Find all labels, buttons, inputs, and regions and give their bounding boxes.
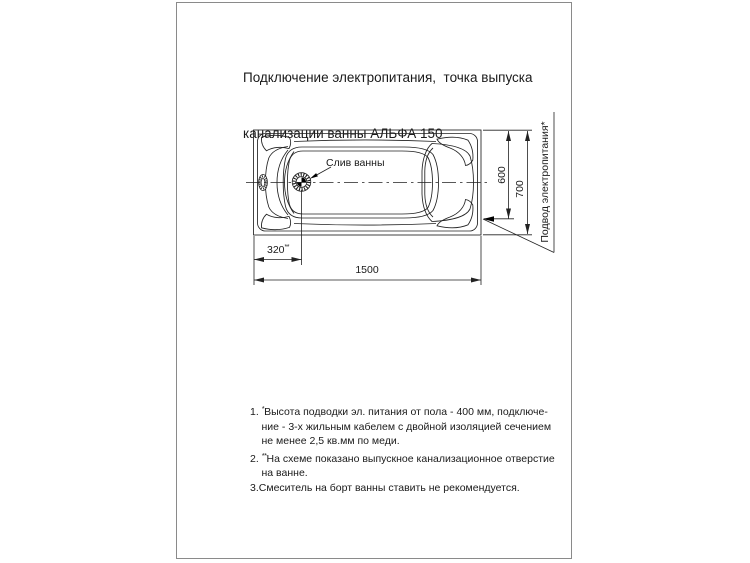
pad-bottom-left xyxy=(261,214,290,229)
notes-block xyxy=(250,402,555,496)
pad-top-left xyxy=(261,135,290,150)
note-1: 1. *Высота подводки эл. питания от пола - 400 мм, подключе- xyxy=(250,404,548,418)
note-1-cont: ние - 3-х жильным кабелем с двойной изоляцией сечением xyxy=(261,420,552,433)
note-2-cont: на ванне. xyxy=(261,467,308,480)
pad-bottom-right xyxy=(437,200,473,228)
dim-600-label: 600 xyxy=(496,166,508,184)
power-supply-label: Подвод электропитания* xyxy=(539,121,551,243)
note-1-marker: * xyxy=(261,404,265,413)
note-3-num: 3. xyxy=(250,481,259,494)
pad-top-right xyxy=(437,137,473,165)
note-1-cont: не менее 2,5 кв.мм по меди. xyxy=(261,435,400,448)
title-line-2: канализации ванны АЛЬФА 150 xyxy=(243,125,443,141)
dim-700-label: 700 xyxy=(514,180,526,198)
dim-320-marker: ** xyxy=(284,244,289,251)
dimension-lines xyxy=(254,130,532,285)
note-2-num: 2. xyxy=(250,452,262,465)
drain-symbol xyxy=(292,173,311,192)
title-line-1: Подключение электропитания, точка выпуска xyxy=(243,70,533,85)
note-1-num: 1. xyxy=(250,406,262,418)
drain-label: Слив ванны xyxy=(326,157,385,169)
note-2-marker: ** xyxy=(261,450,267,460)
note-2: 2. **На схеме показано выпускное канализационное отверстие xyxy=(250,450,555,465)
dim-1500-label: 1500 xyxy=(355,264,379,276)
dim-320-label: 320** xyxy=(267,244,289,256)
note-3: 3.Смеситель на борт ванны ставить не рекомендуется. xyxy=(250,481,520,494)
